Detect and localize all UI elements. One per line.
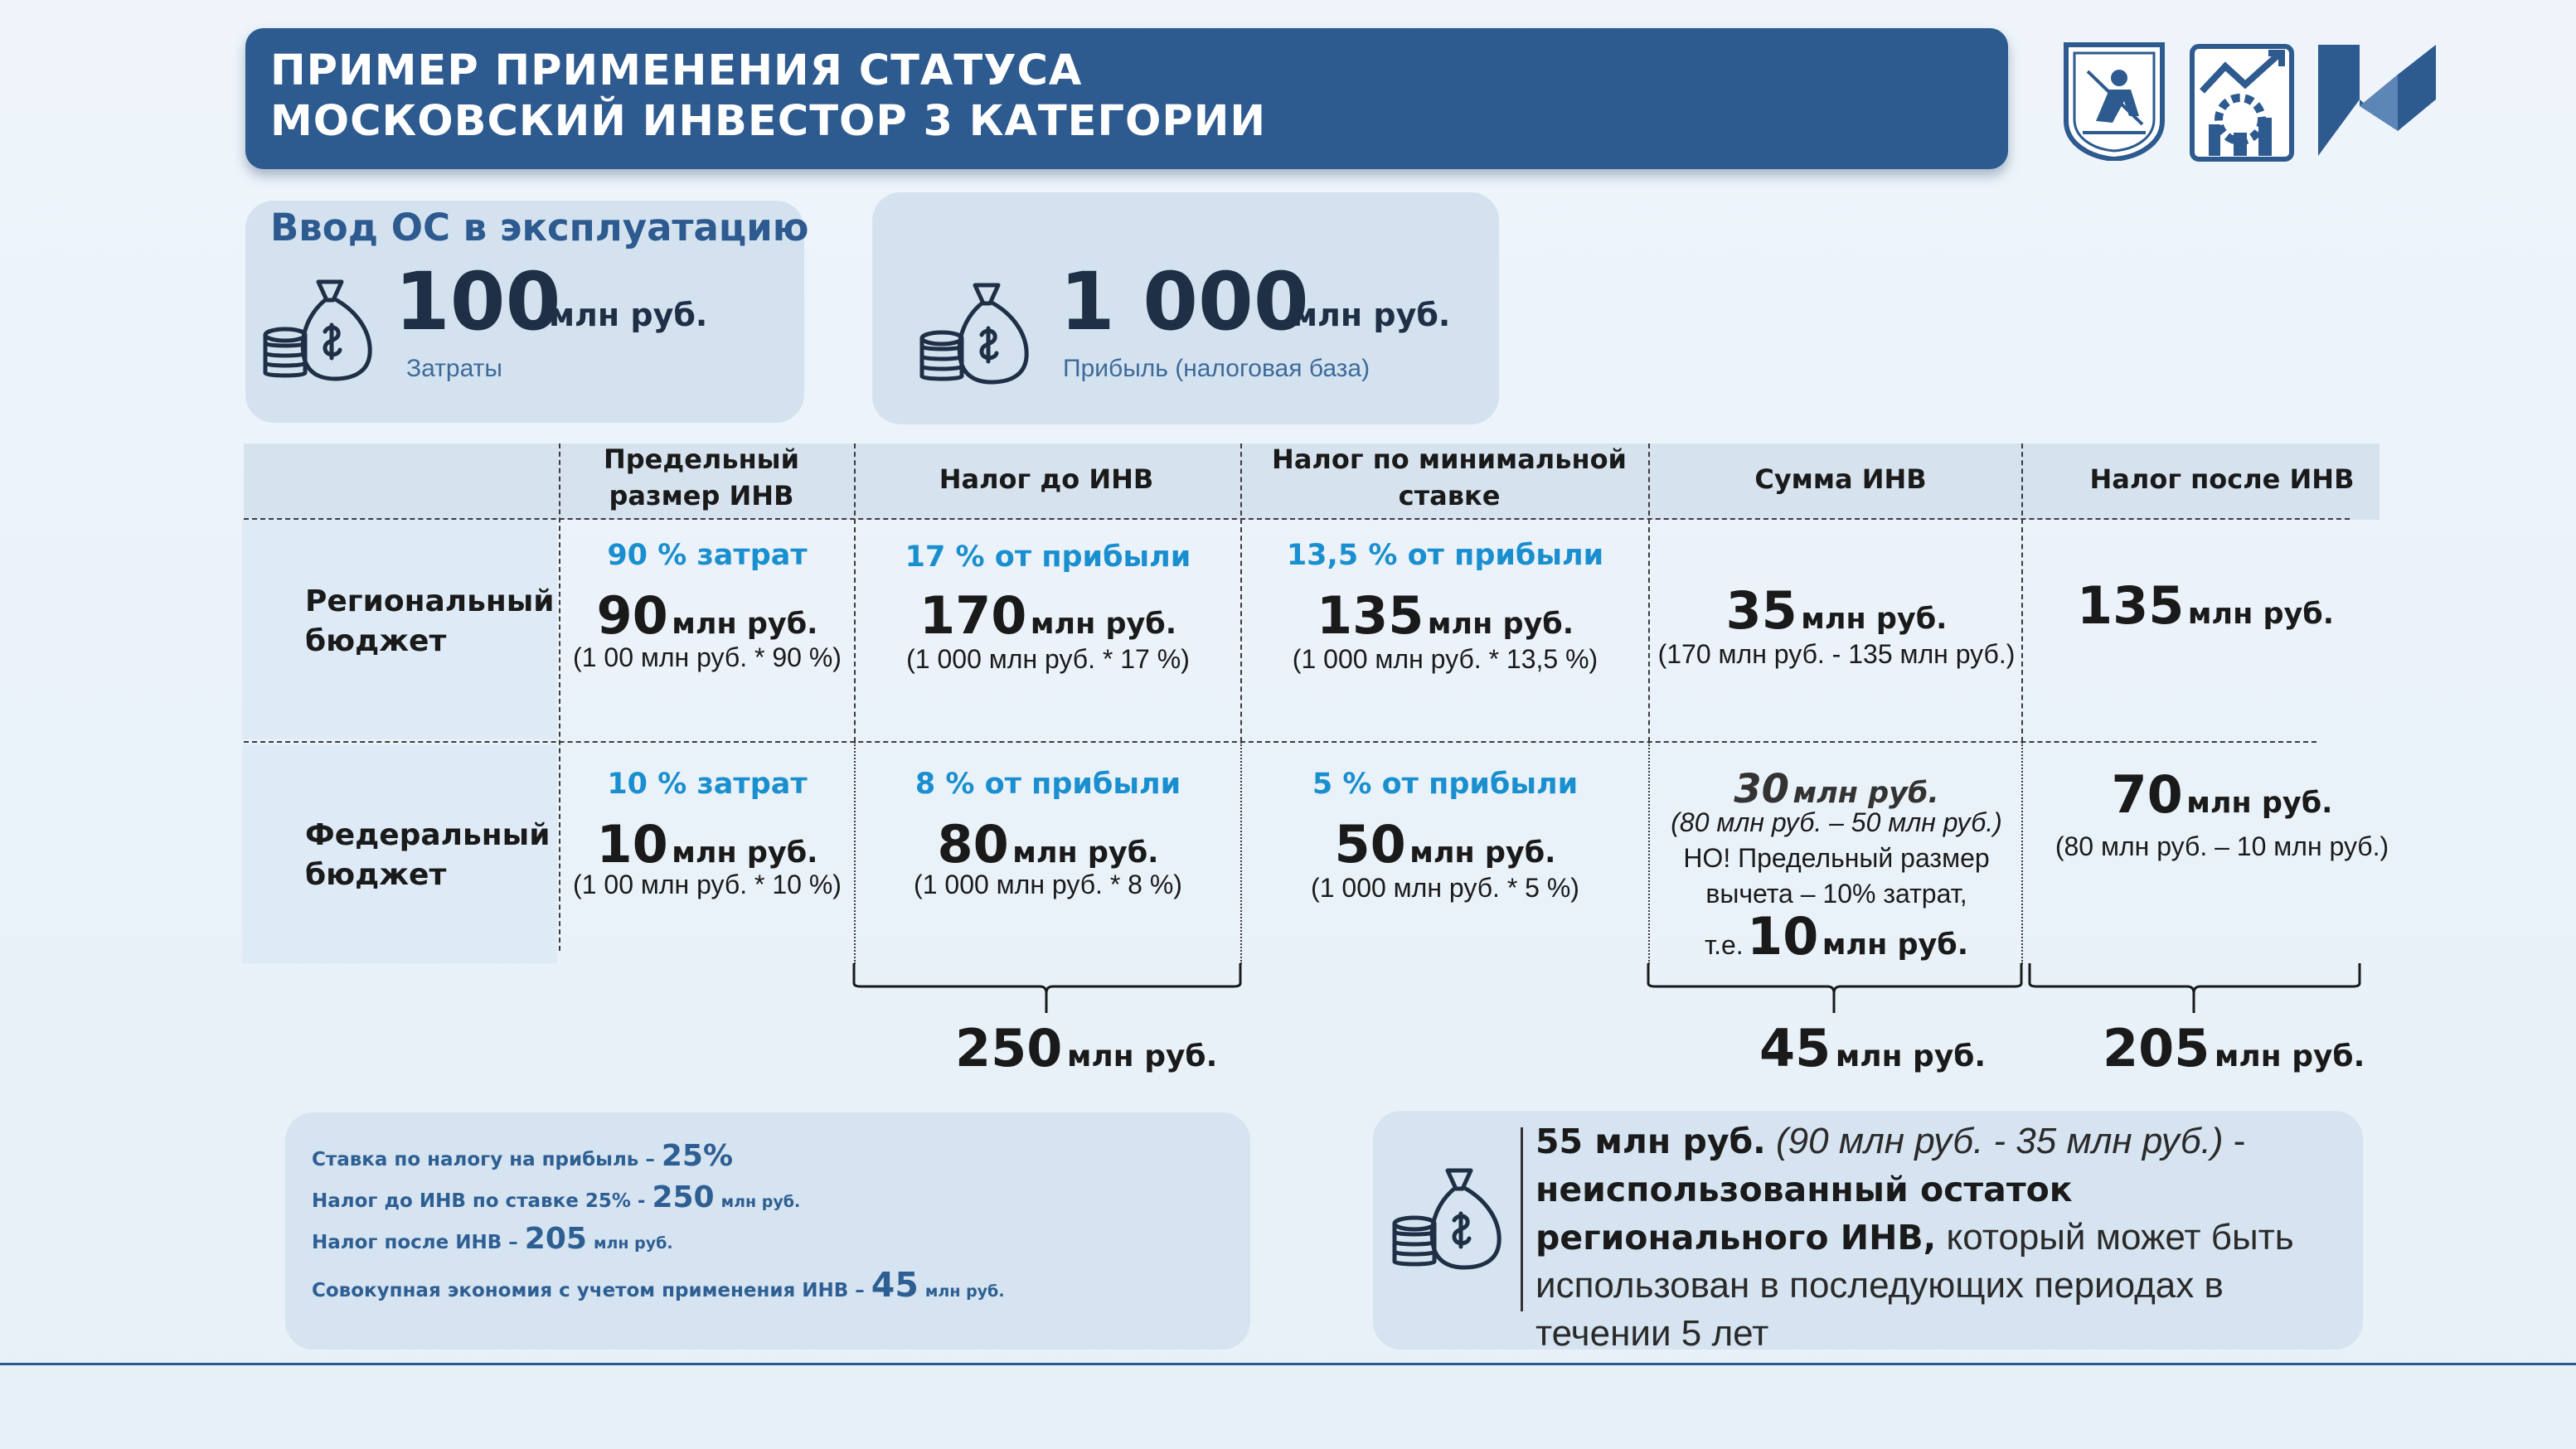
cell-regional-limit: 90 % затрат 90 млн руб. (1 00 млн руб. * 90 %)	[573, 539, 842, 672]
row-label-regional: Региональный бюджет	[305, 584, 555, 658]
grid-line	[244, 518, 2350, 520]
remainder-text: 55 млн руб. (90 млн руб. - 35 млн руб.) - неиспользованный остаток регионального ИНВ, который может быть использован в последующих периодах в течении 5 лет	[1535, 1121, 2294, 1354]
cell-federal-tax-after: 70 млн руб. (80 млн руб. – 10 млн руб.)	[2054, 764, 2389, 861]
summary-line-rate: Ставка по налогу на прибыль – 25%	[312, 1139, 734, 1173]
header-min-rate: Налог по минимальной ставке	[1272, 443, 1627, 511]
total-tax-before: 250 млн руб.	[955, 1018, 1218, 1078]
row-label-federal: Федеральный бюджет	[305, 818, 551, 892]
costs-title: Ввод ОС в эксплуатацию	[270, 206, 809, 250]
header-inv-sum: Сумма ИНВ	[1754, 463, 1927, 495]
summary-line-savings: Совокупная экономия с учетом применения ИНВ – 45 млн руб.	[312, 1265, 1005, 1305]
cell-regional-inv-sum: 35 млн руб. (170 млн руб. - 135 млн руб.)	[1657, 580, 2016, 669]
costs-card	[245, 201, 809, 423]
title-line-1: ПРИМЕР ПРИМЕНЕНИЯ СТАТУСА	[270, 46, 1083, 95]
header-limit: Предельный размер ИНВ	[603, 443, 800, 511]
money-bag-icon	[1390, 1164, 1506, 1272]
cell-federal-min-rate: 5 % от прибыли 50 млн руб. (1 000 млн руб. * 5 %)	[1311, 768, 1579, 903]
profit-value: 1 000	[1060, 255, 1309, 348]
total-inv-sum: 45 млн руб.	[1759, 1018, 1987, 1078]
money-bag-icon	[260, 275, 376, 383]
moscow-coat-of-arms-icon	[2063, 41, 2166, 161]
profit-unit: млн руб.	[1292, 297, 1451, 333]
costs-value: 100	[395, 255, 561, 348]
profit-card	[872, 192, 1499, 424]
cell-regional-tax-after: 135 млн руб.	[2076, 575, 2335, 636]
grid-line	[244, 741, 2316, 743]
mik-logo-icon	[2315, 41, 2439, 159]
profit-label: Прибыль (налоговая база)	[1063, 355, 1370, 382]
bracket-inv-sum	[1645, 962, 2025, 1016]
title-banner	[245, 28, 2008, 169]
header-tax-before: Налог до ИНВ	[939, 463, 1154, 495]
remainder-divider	[1521, 1127, 1523, 1311]
cell-federal-tax-before: 8 % от прибыли 80 млн руб. (1 000 млн руб. * 8 %)	[914, 768, 1182, 899]
bracket-tax-after	[2026, 962, 2363, 1016]
cell-regional-min-rate: 13,5 % от прибыли 135 млн руб. (1 000 млн руб. * 13,5 %)	[1286, 539, 1604, 674]
cell-federal-limit: 10 % затрат 10 млн руб. (1 00 млн руб. * 10 %)	[573, 768, 842, 899]
costs-unit: млн руб.	[549, 297, 708, 333]
summary-line-tax-after: Налог после ИНВ – 205 млн руб.	[312, 1222, 673, 1256]
cell-federal-inv-sum: 30 млн руб. (80 млн руб. – 50 млн руб.) НО! Предельный размер вычета – 10% затрат, т.е. 10 млн руб.	[1671, 766, 2002, 967]
money-bag-icon	[917, 279, 1033, 386]
summary-line-tax-before: Налог до ИНВ по ставке 25% - 250 млн руб.	[312, 1180, 801, 1214]
title-line-2: МОСКОВСКИЙ ИНВЕСТОР 3 КАТЕГОРИИ	[270, 97, 1267, 146]
cell-regional-tax-before: 17 % от прибыли 170 млн руб. (1 000 млн руб. * 17 %)	[905, 540, 1191, 674]
investment-department-icon	[2189, 41, 2297, 164]
bracket-tax-before	[851, 962, 1244, 1016]
costs-label: Затраты	[406, 355, 502, 382]
header-tax-after: Налог после ИНВ	[2089, 463, 2355, 495]
total-tax-after: 205 млн руб.	[2103, 1018, 2365, 1078]
bottom-rule	[0, 1363, 2576, 1365]
